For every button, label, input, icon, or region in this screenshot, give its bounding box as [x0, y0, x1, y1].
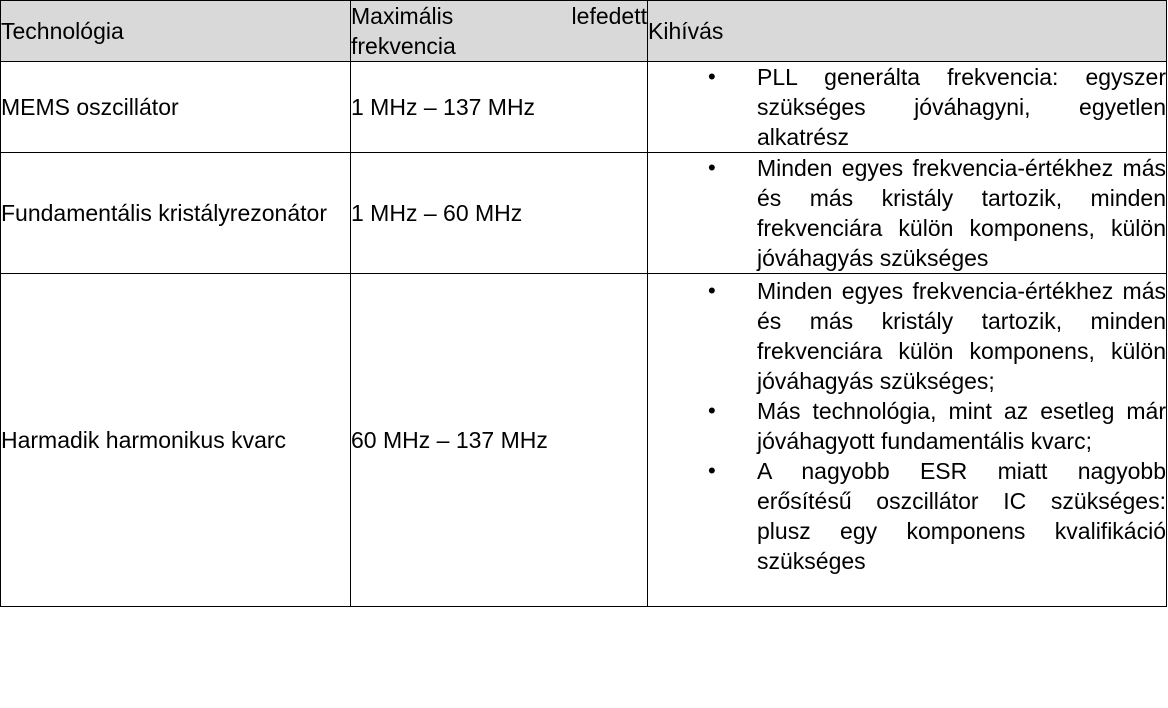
challenge-text: PLL generálta frekvencia: egyszer szükséges jóváhagyni, egyetlen alkatrész — [757, 64, 1166, 150]
table-row — [1, 62, 1167, 153]
cell-frequency: 60 MHz – 137 MHz — [351, 274, 648, 607]
cell-challenges — [648, 274, 1167, 607]
cell-challenges — [648, 153, 1167, 274]
challenge-text: A nagyobb ESR miatt nagyobb erősítésű oszcillátor IC szükséges: plusz egy komponens kvalifikáció szükséges — [757, 458, 1166, 574]
bullet-icon: • — [708, 458, 716, 483]
challenge-list — [648, 276, 1166, 576]
cell-technology: Harmadik harmonikus kvarc — [1, 274, 351, 607]
challenge-item — [648, 62, 1166, 152]
cell-technology: Fundamentális kristályrezonátor — [1, 153, 351, 274]
table-body — [1, 62, 1167, 607]
header-challenge: Kihívás — [648, 1, 1167, 62]
cell-frequency: 1 MHz – 137 MHz — [351, 62, 648, 153]
challenge-item — [648, 276, 1166, 396]
challenge-list — [648, 62, 1166, 152]
header-frequency-line2: frekvencia — [351, 33, 456, 59]
bullet-icon: • — [708, 155, 716, 180]
table-header — [1, 1, 1167, 62]
challenge-text: Minden egyes frekvencia-értékhez más és más kristály tartozik, minden frekvenciára külön komponens, külön jóváhagyás szükséges — [757, 155, 1166, 271]
header-frequency — [351, 1, 648, 62]
challenge-text: Más technológia, mint az esetleg már jóváhagyott fundamentális kvarc; — [757, 398, 1166, 454]
challenge-item — [648, 456, 1166, 576]
bullet-icon: • — [708, 398, 716, 423]
challenge-list — [648, 153, 1166, 273]
challenge-text: Minden egyes frekvencia-értékhez más és más kristály tartozik, minden frekvenciára külön komponens, külön jóváhagyás szükséges; — [757, 278, 1166, 394]
header-row — [1, 1, 1167, 62]
cell-frequency: 1 MHz – 60 MHz — [351, 153, 648, 274]
table-row — [1, 153, 1167, 274]
bullet-icon: • — [708, 278, 716, 303]
table-row — [1, 274, 1167, 607]
challenge-item — [648, 153, 1166, 273]
cell-technology: MEMS oszcillátor — [1, 62, 351, 153]
header-technology: Technológia — [1, 1, 351, 62]
cell-challenges — [648, 62, 1167, 153]
header-frequency-line1: Maximális lefedett — [351, 3, 647, 29]
bullet-icon: • — [708, 64, 716, 89]
challenge-item — [648, 396, 1166, 456]
